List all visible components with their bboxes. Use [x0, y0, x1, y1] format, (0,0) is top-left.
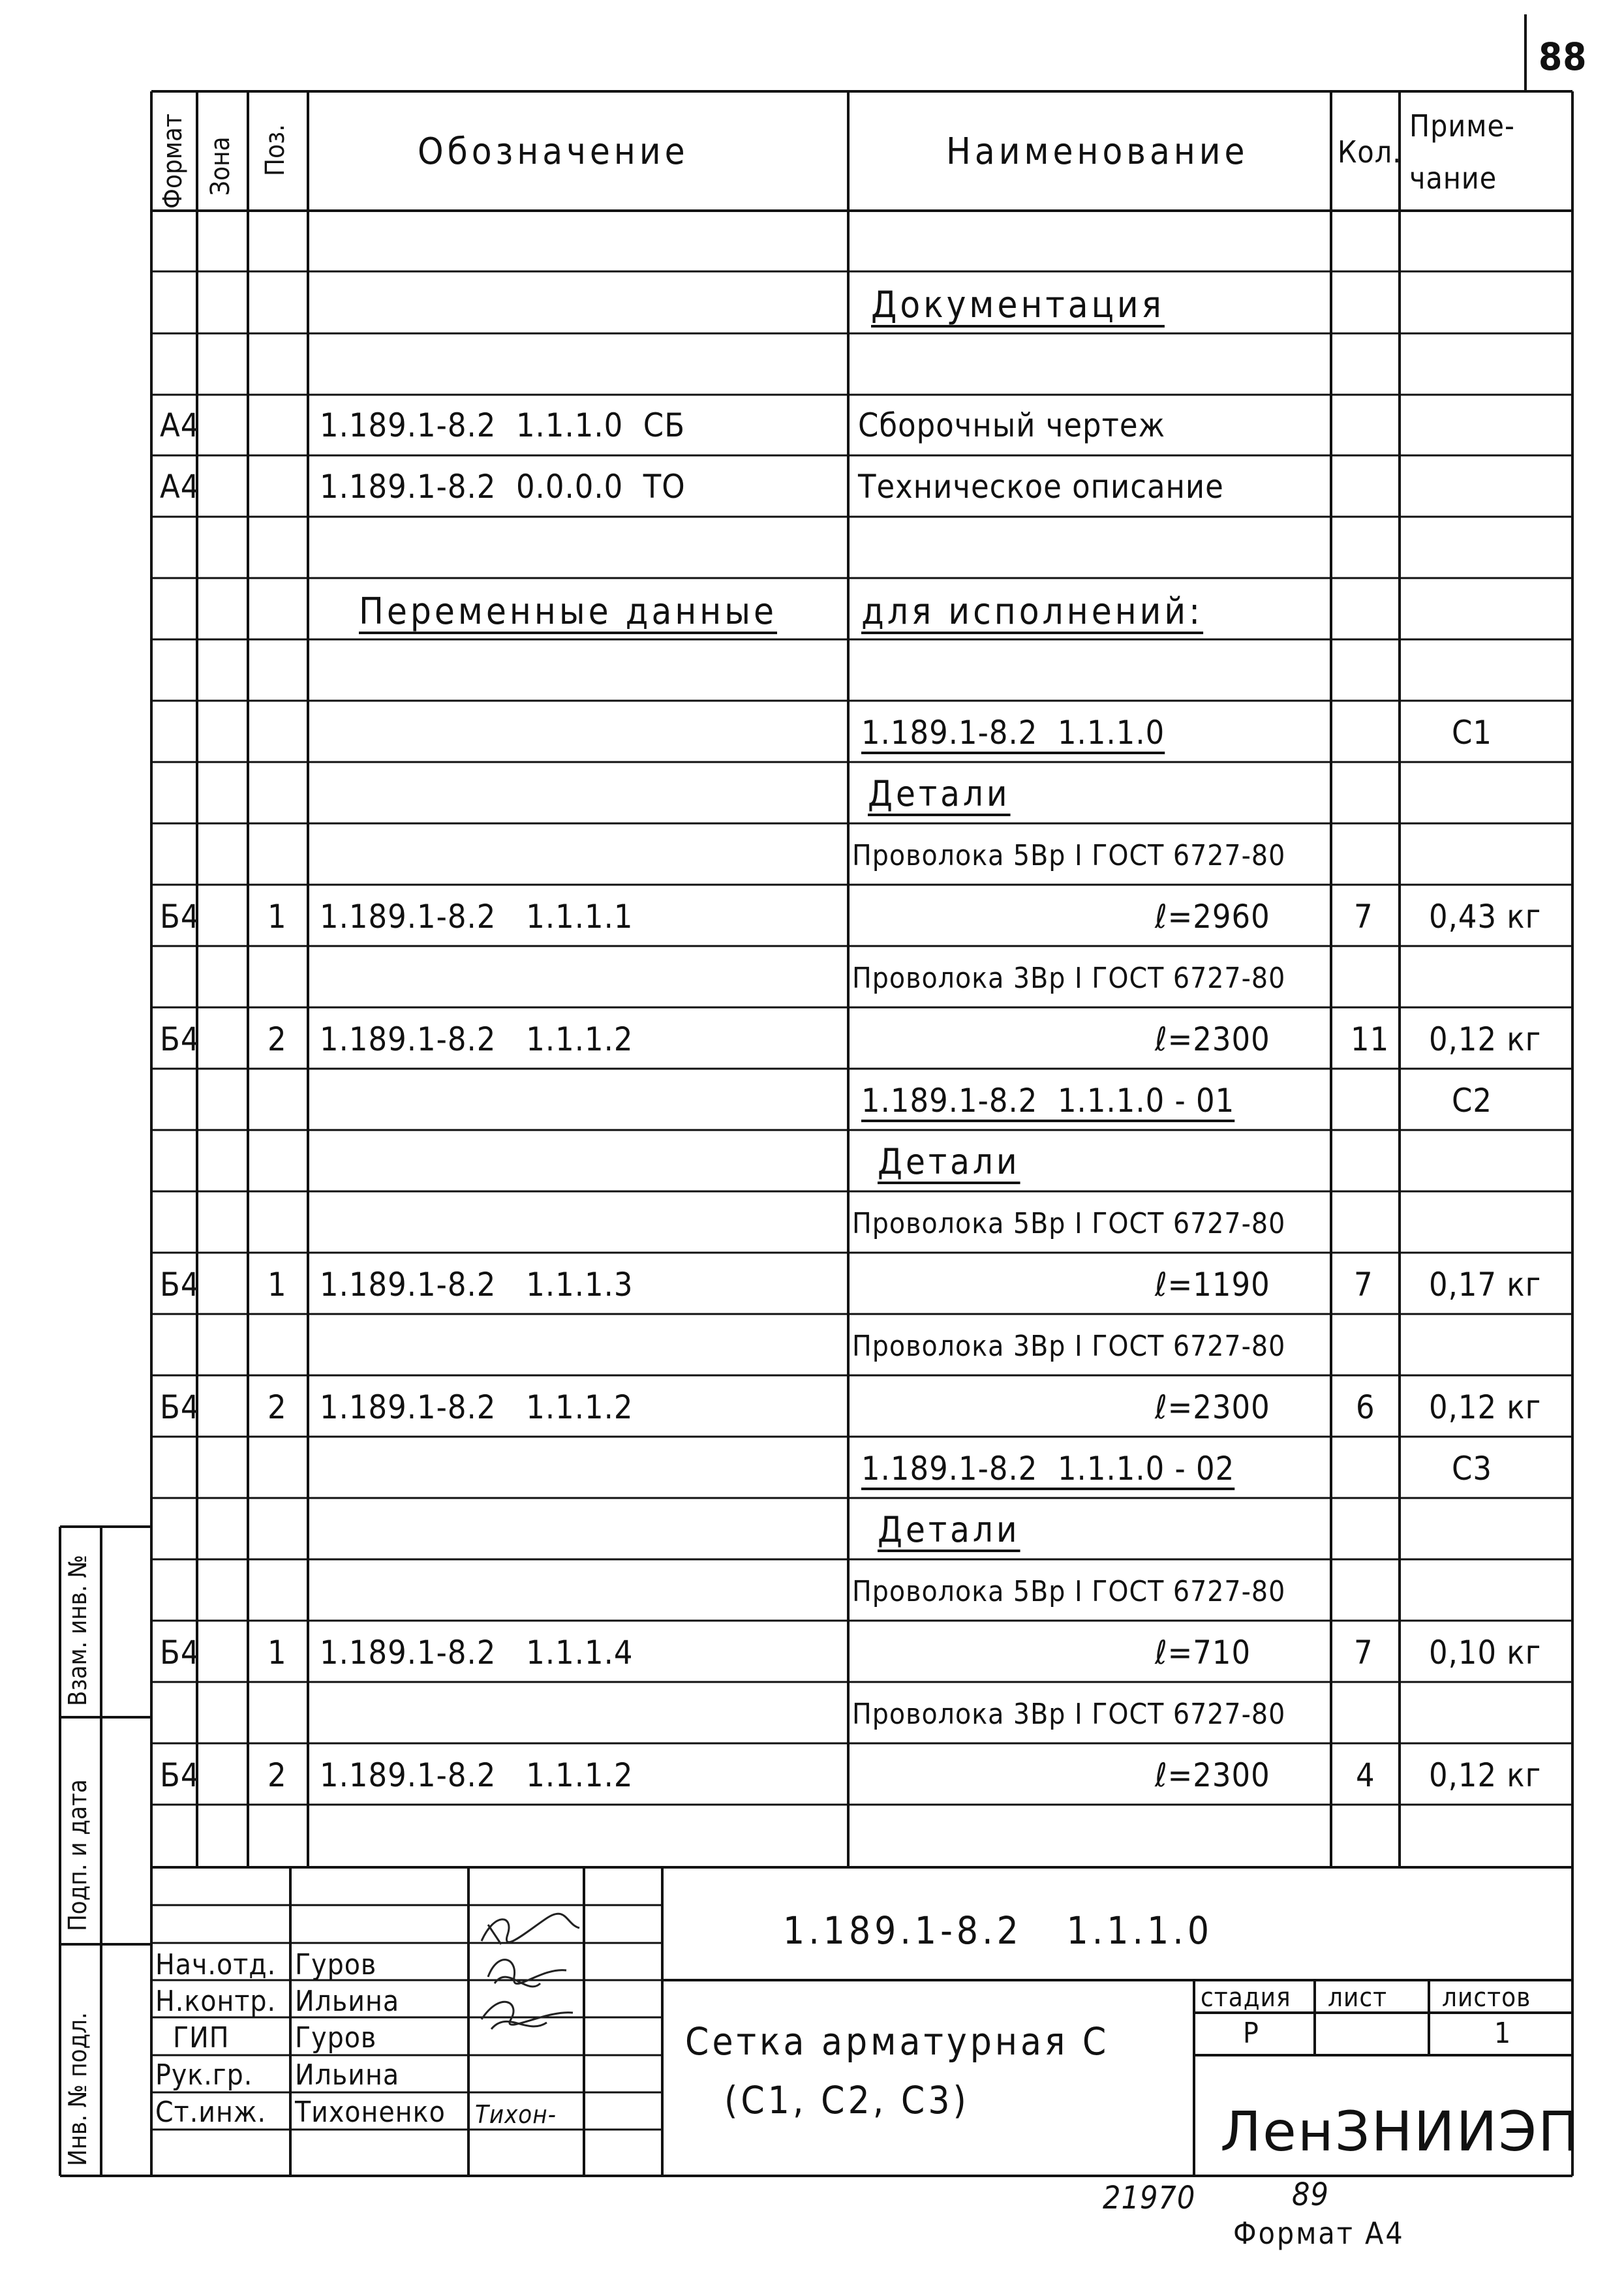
person-name: Тихоненко	[295, 2096, 446, 2129]
variant-code: 1.189.1-8.2 1.1.1.0 - 02	[861, 1450, 1235, 1488]
material-name: Проволока 5Вр I ГОСТ 6727-80	[852, 839, 1286, 872]
stage-label: стадия	[1201, 1983, 1291, 2013]
header-designation: Обозначение	[418, 130, 689, 173]
sheet-label: лист	[1328, 1983, 1388, 2013]
archive-number: 21970	[1103, 2180, 1196, 2216]
item-designation: 1.189.1-8.2 1.1.1.1	[320, 898, 634, 936]
material-name: Проволока 5Вр I ГОСТ 6727-80	[852, 1575, 1286, 1608]
format-label: Формат А4	[1233, 2216, 1405, 2251]
item-pos: 1	[268, 898, 287, 936]
variant-note: С3	[1452, 1450, 1493, 1488]
item-pos: 1	[268, 1266, 287, 1304]
item-note: 0,10 кг	[1429, 1634, 1542, 1672]
item-length: ℓ=2960	[1155, 898, 1270, 936]
doc-name: Сборочный чертеж	[858, 406, 1166, 444]
item-format: Б4	[160, 898, 200, 936]
item-qty: 7	[1354, 1266, 1373, 1304]
page-number: 89	[1292, 2177, 1329, 2213]
item-length: ℓ=2300	[1155, 1388, 1270, 1426]
variant-details: Детали	[878, 1141, 1020, 1182]
item-format: Б4	[160, 1388, 200, 1426]
person-name: Гуров	[295, 1948, 377, 1981]
variant-note: С2	[1452, 1082, 1493, 1120]
item-note: 0,43 кг	[1429, 898, 1542, 936]
organization-name: ЛенЗНИИЭП	[1220, 2100, 1581, 2163]
item-note: 0,12 кг	[1429, 1020, 1542, 1058]
header-pos: Поз.	[260, 124, 290, 176]
variant-details: Детали	[878, 1509, 1020, 1550]
stamp-vzam-inv: Взам. инв. №	[63, 1554, 92, 1706]
variant-code: 1.189.1-8.2 1.1.1.0 - 01	[861, 1082, 1235, 1120]
item-format: Б4	[160, 1266, 200, 1304]
item-designation: 1.189.1-8.2 1.1.1.4	[320, 1634, 634, 1672]
header-name: Наименование	[946, 130, 1249, 173]
header-note-line2: чание	[1409, 160, 1497, 196]
variant-code: 1.189.1-8.2 1.1.1.0	[861, 714, 1165, 752]
item-designation: 1.189.1-8.2 1.1.1.2	[320, 1388, 634, 1426]
item-length: ℓ=710	[1155, 1634, 1251, 1672]
role-label: Ст.инж.	[155, 2096, 267, 2129]
header-note-line1: Приме-	[1409, 108, 1515, 144]
doc-designation: 1.189.1-8.2 1.1.1.0 СБ	[320, 406, 686, 444]
role-label: Нач.отд.	[155, 1948, 277, 1981]
stamp-podp-data: Подп. и дата	[63, 1779, 92, 1931]
document-code: 1.189.1-8.2 1.1.1.0	[783, 1908, 1214, 1953]
stage-value: Р	[1243, 2017, 1259, 2050]
item-designation: 1.189.1-8.2 1.1.1.3	[320, 1266, 634, 1304]
item-note: 0,17 кг	[1429, 1266, 1542, 1304]
item-length: ℓ=1190	[1155, 1266, 1270, 1304]
variant-details: Детали	[868, 773, 1011, 814]
item-qty: 7	[1354, 1634, 1373, 1672]
section-documentation: Документация	[871, 284, 1165, 326]
material-name: Проволока 5Вр I ГОСТ 6727-80	[852, 1207, 1286, 1240]
sheet-number: 88	[1539, 35, 1587, 79]
material-name: Проволока 3Вр I ГОСТ 6727-80	[852, 962, 1286, 995]
item-length: ℓ=2300	[1155, 1020, 1270, 1058]
person-name: Ильина	[295, 1985, 400, 2018]
section-variable-right: для исполнений:	[861, 590, 1204, 633]
doc-name: Техническое описание	[858, 468, 1224, 506]
item-designation: 1.189.1-8.2 1.1.1.2	[320, 1020, 634, 1058]
header-qty: Кол.	[1338, 134, 1402, 170]
material-name: Проволока 3Вр I ГОСТ 6727-80	[852, 1330, 1286, 1363]
variant-note: С1	[1452, 714, 1493, 752]
item-format: Б4	[160, 1020, 200, 1058]
stamp-inv-podl: Инв. № подл.	[63, 2012, 92, 2166]
item-qty: 7	[1354, 898, 1373, 936]
header-format: Формат	[158, 114, 188, 209]
item-qty: 11	[1351, 1020, 1390, 1058]
doc-format: А4	[160, 406, 200, 444]
item-pos: 2	[268, 1388, 287, 1426]
item-length: ℓ=2300	[1155, 1756, 1270, 1794]
item-format: Б4	[160, 1756, 200, 1794]
item-note: 0,12 кг	[1429, 1388, 1542, 1426]
item-pos: 1	[268, 1634, 287, 1672]
item-qty: 4	[1356, 1756, 1375, 1794]
item-format: Б4	[160, 1634, 200, 1672]
sheets-label: листов	[1442, 1983, 1531, 2013]
item-note: 0,12 кг	[1429, 1756, 1542, 1794]
material-name: Проволока 3Вр I ГОСТ 6727-80	[852, 1698, 1286, 1731]
document-title-line2: (С1, С2, С3)	[724, 2078, 970, 2122]
person-name: Ильина	[295, 2058, 400, 2092]
role-label: Рук.гр.	[155, 2058, 253, 2092]
signatures	[468, 1905, 584, 2101]
section-variable-left: Переменные данные	[359, 590, 778, 633]
doc-designation: 1.189.1-8.2 0.0.0.0 ТО	[320, 468, 686, 506]
item-designation: 1.189.1-8.2 1.1.1.2	[320, 1756, 634, 1794]
signature-text: Тихон-	[475, 2100, 557, 2129]
sheets-value: 1	[1494, 2017, 1512, 2050]
doc-format: А4	[160, 468, 200, 506]
header-zone: Зона	[206, 136, 236, 196]
person-name: Гуров	[295, 2021, 377, 2055]
role-label: ГИП	[173, 2021, 230, 2055]
role-label: Н.контр.	[155, 1985, 277, 2018]
item-qty: 6	[1356, 1388, 1375, 1426]
document-title-line1: Сетка арматурная С	[685, 2019, 1110, 2064]
item-pos: 2	[268, 1020, 287, 1058]
item-pos: 2	[268, 1756, 287, 1794]
